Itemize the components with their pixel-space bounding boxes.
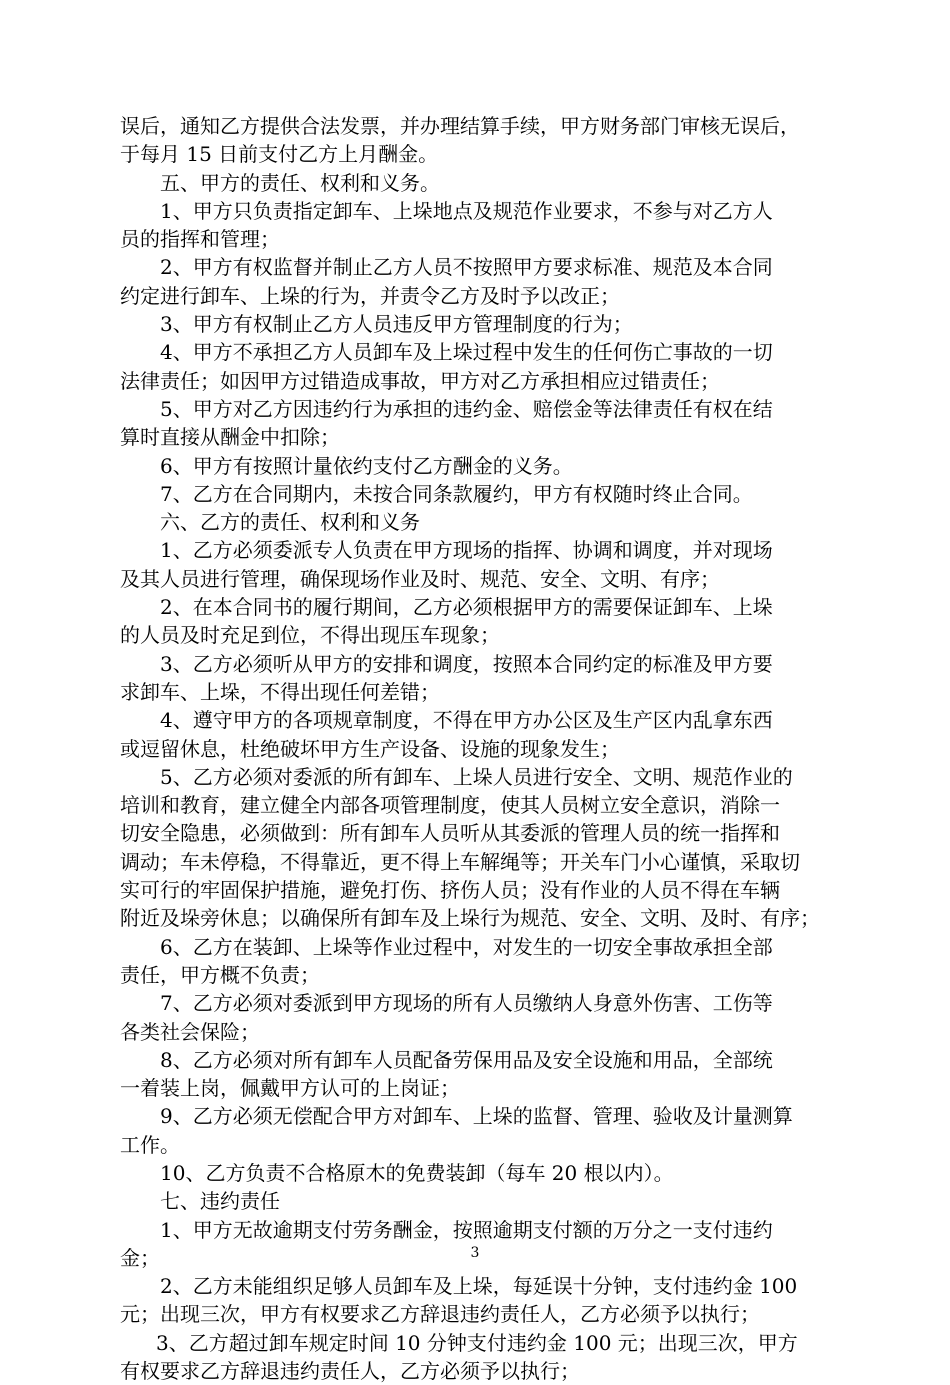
text-line: 2、在本合同书的履行期间，乙方必须根据甲方的需要保证卸车、上垛	[160, 595, 773, 620]
text-line: 2、乙方未能组织足够人员卸车及上垛，每延误十分钟，支付违约金 100	[160, 1274, 798, 1299]
text-line: 于每月 15 日前支付乙方上月酬金。	[120, 142, 439, 167]
text-line: 员的指挥和管理；	[120, 227, 280, 252]
text-line: 7、乙方必须对委派到甲方现场的所有人员缴纳人身意外伤害、工伤等	[160, 991, 773, 1016]
page-number: 3	[470, 1245, 480, 1261]
text-line: 误后，通知乙方提供合法发票，并办理结算手续，甲方财务部门审核无误后，	[120, 114, 800, 138]
text-line: 一着装上岗，佩戴甲方认可的上岗证；	[120, 1076, 460, 1101]
text-line: 9、乙方必须无偿配合甲方对卸车、上垛的监督、管理、验收及计量测算	[160, 1104, 793, 1129]
section-heading: 五、甲方的责任、权利和义务。	[160, 170, 440, 195]
text-line: 或逗留休息，杜绝破坏甲方生产设备、设施的现象发生；	[120, 736, 620, 761]
text-line: 算时直接从酬金中扣除；	[120, 425, 340, 450]
text-line: 实可行的牢固保护措施，避免打伤、挤伤人员；没有作业的人员不得在车辆	[120, 878, 780, 903]
section-heading: 七、违约责任	[160, 1189, 280, 1214]
text-line: 3、乙方超过卸车规定时间 10 分钟支付违约金 100 元；出现三次，甲方	[156, 1330, 798, 1355]
text-line: 约定进行卸车、上垛的行为，并责令乙方及时予以改正；	[120, 283, 620, 308]
text-line: 10、乙方负责不合格原木的免费装卸（每车 20 根以内）。	[160, 1160, 674, 1185]
text-line: 8、乙方必须对所有卸车人员配备劳保用品及安全设施和用品，全部统	[160, 1047, 773, 1072]
document-body	[120, 112, 842, 1385]
text-line: 求卸车、上垛，不得出现任何差错；	[120, 679, 440, 704]
text-line: 切安全隐患，必须做到：所有卸车人员听从其委派的管理人员的统一指挥和	[120, 821, 780, 846]
text-line: 3、乙方必须听从甲方的安排和调度，按照本合同约定的标准及甲方要	[160, 651, 773, 676]
text-line: 责任，甲方概不负责；	[120, 962, 320, 987]
text-line: 及其人员进行管理，确保现场作业及时、规范、安全、文明、有序；	[120, 566, 720, 591]
text-line: 2、甲方有权监督并制止乙方人员不按照甲方要求标准、规范及本合同	[160, 255, 773, 280]
text-line: 附近及垛旁休息；以确保所有卸车及上垛行为规范、安全、文明、及时、有序；	[120, 906, 820, 931]
text-line: 4、遵守甲方的各项规章制度，不得在甲方办公区及生产区内乱拿东西	[160, 708, 773, 733]
text-line: 工作。	[120, 1132, 180, 1157]
text-line: 4、甲方不承担乙方人员卸车及上垛过程中发生的任何伤亡事故的一切	[160, 340, 773, 365]
text-line: 有权要求乙方辞退违约责任人，乙方必须予以执行；	[120, 1359, 580, 1384]
text-line: 1、甲方无故逾期支付劳务酬金，按照逾期支付额的万分之一支付违约	[160, 1217, 773, 1242]
text-line: 元；出现三次，甲方有权要求乙方辞退违约责任人，乙方必须予以执行；	[120, 1302, 760, 1327]
text-line: 法律责任；如因甲方过错造成事故，甲方对乙方承担相应过错责任；	[120, 368, 720, 393]
text-line: 5、甲方对乙方因违约行为承担的违约金、赔偿金等法律责任有权在结	[160, 396, 773, 421]
text-line: 6、乙方在装卸、上垛等作业过程中，对发生的一切安全事故承担全部	[160, 934, 773, 959]
text-line: 5、乙方必须对委派的所有卸车、上垛人员进行安全、文明、规范作业的	[160, 764, 793, 789]
text-line: 调动；车未停稳，不得靠近，更不得上车解绳等；开关车门小心谨慎，采取切	[120, 849, 800, 874]
text-line: 各类社会保险；	[120, 1019, 260, 1044]
text-line: 3、甲方有权制止乙方人员违反甲方管理制度的行为；	[160, 312, 633, 337]
text-line: 的人员及时充足到位，不得出现压车现象；	[120, 623, 500, 648]
text-line: 1、甲方只负责指定卸车、上垛地点及规范作业要求，不参与对乙方人	[160, 198, 773, 223]
text-line: 金；	[120, 1245, 160, 1270]
text-line: 1、乙方必须委派专人负责在甲方现场的指挥、协调和调度，并对现场	[160, 538, 773, 563]
text-line: 培训和教育，建立健全内部各项管理制度，使其人员树立安全意识，消除一	[120, 793, 780, 818]
section-heading: 六、乙方的责任、权利和义务	[160, 510, 420, 535]
text-line: 7、乙方在合同期内，未按合同条款履约，甲方有权随时终止合同。	[160, 481, 753, 506]
text-line: 6、甲方有按照计量依约支付乙方酬金的义务。	[160, 453, 573, 478]
